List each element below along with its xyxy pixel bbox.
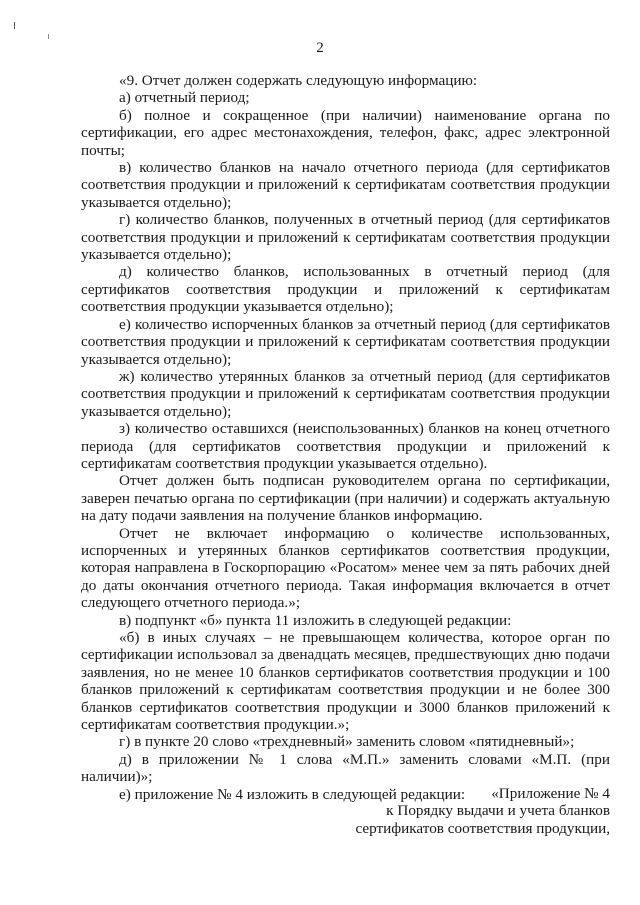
- report-exclusion-paragraph: Отчет не включает информацию о количестве использованных, испорченных и утерянных бланков сертификатов соответствия продукции, которая направлена в Госкорпорацию «Росатом» менее чем за пять рабочих дней до даты окончания отчетного периода. Такая информация включается в отчет следующего отчетного периода.»;: [81, 524, 610, 612]
- item-v: в) количество бланков на начало отчетного периода (для сертификатов соответствия продукции и приложений к сертификатам соответствия продукции указывается отдельно);: [81, 159, 610, 211]
- item-d: д) количество бланков, использованных в отчетный период (для сертификатов соответствия продукции и приложений к сертификатам соответствия продукции указывается отдельно);: [81, 263, 610, 316]
- amendment-e: е) приложение № 4 изложить в следующей редакции:: [119, 785, 466, 803]
- paragraph-9-intro: «9. Отчет должен содержать следующую информацию:: [119, 72, 478, 89]
- appendix-title: «Приложение № 4: [491, 785, 610, 802]
- item-e: е) количество испорченных бланков за отчетный период (для сертификатов соответствия продукции и приложений к сертификатам соответствия продукции указывается отдельно);: [81, 315, 610, 368]
- appendix-subtitle: к Порядку выдачи и учета бланков: [386, 802, 610, 820]
- item-g: г) количество бланков, полученных в отчетный период (для сертификатов соответствия продукции и приложений к сертификатам соответствия продукции указывается отдельно);: [81, 211, 610, 264]
- amendment-v: в) подпункт «б» пункта 11 изложить в следующей редакции:: [119, 611, 512, 629]
- subparagraph-b-text: «б) в иных случаях – не превышающем количества, которое орган по сертификации использовал за двенадцать месяцев, предшествующих дню подачи заявления, но не менее 10 бланков сертификатов соответствия продукции и 100 бланков приложений к сертификатам соответствия продукции и не более 300 бланков сертификатов соответствия продукции и 3000 бланков приложений к сертификатам соответствия продукции.»;: [81, 629, 610, 734]
- item-a: а) отчетный период;: [119, 89, 250, 107]
- item-zh: ж) количество утерянных бланков за отчетный период (для сертификатов соответствия продукции и приложений к сертификатам соответствия продукции указывается отдельно);: [81, 367, 610, 420]
- item-b: б) полное и сокращенное (при наличии) наименование органа по сертификации, его адрес местонахождения, телефон, факс, адрес электронной почты;: [81, 106, 610, 159]
- amendment-d: д) в приложении № 1 слова «М.П.» заменить словами «М.П. (при наличии)»;: [81, 750, 610, 786]
- scan-mark: [48, 34, 49, 39]
- appendix-heading: [280, 785, 610, 837]
- item-z: з) количество оставшихся (неиспользованных) бланков на конец отчетного периода (для сертификатов соответствия продукции и приложений к сертификатам соответствия продукции указывается отдельно).: [81, 420, 610, 472]
- scan-mark: [14, 22, 15, 29]
- report-signature-paragraph: Отчет должен быть подписан руководителем органа по сертификации, заверен печатью органа по сертификации (при наличии) и содержать актуальную на дату подачи заявления на получение бланков информацию.: [81, 472, 610, 525]
- amendment-g: г) в пункте 20 слово «трехдневный» заменить словом «пятидневный»;: [119, 733, 575, 751]
- page-number: 2: [316, 40, 324, 56]
- document-body: [81, 72, 610, 803]
- appendix-subtitle-continued: сертификатов соответствия продукции,: [355, 819, 610, 837]
